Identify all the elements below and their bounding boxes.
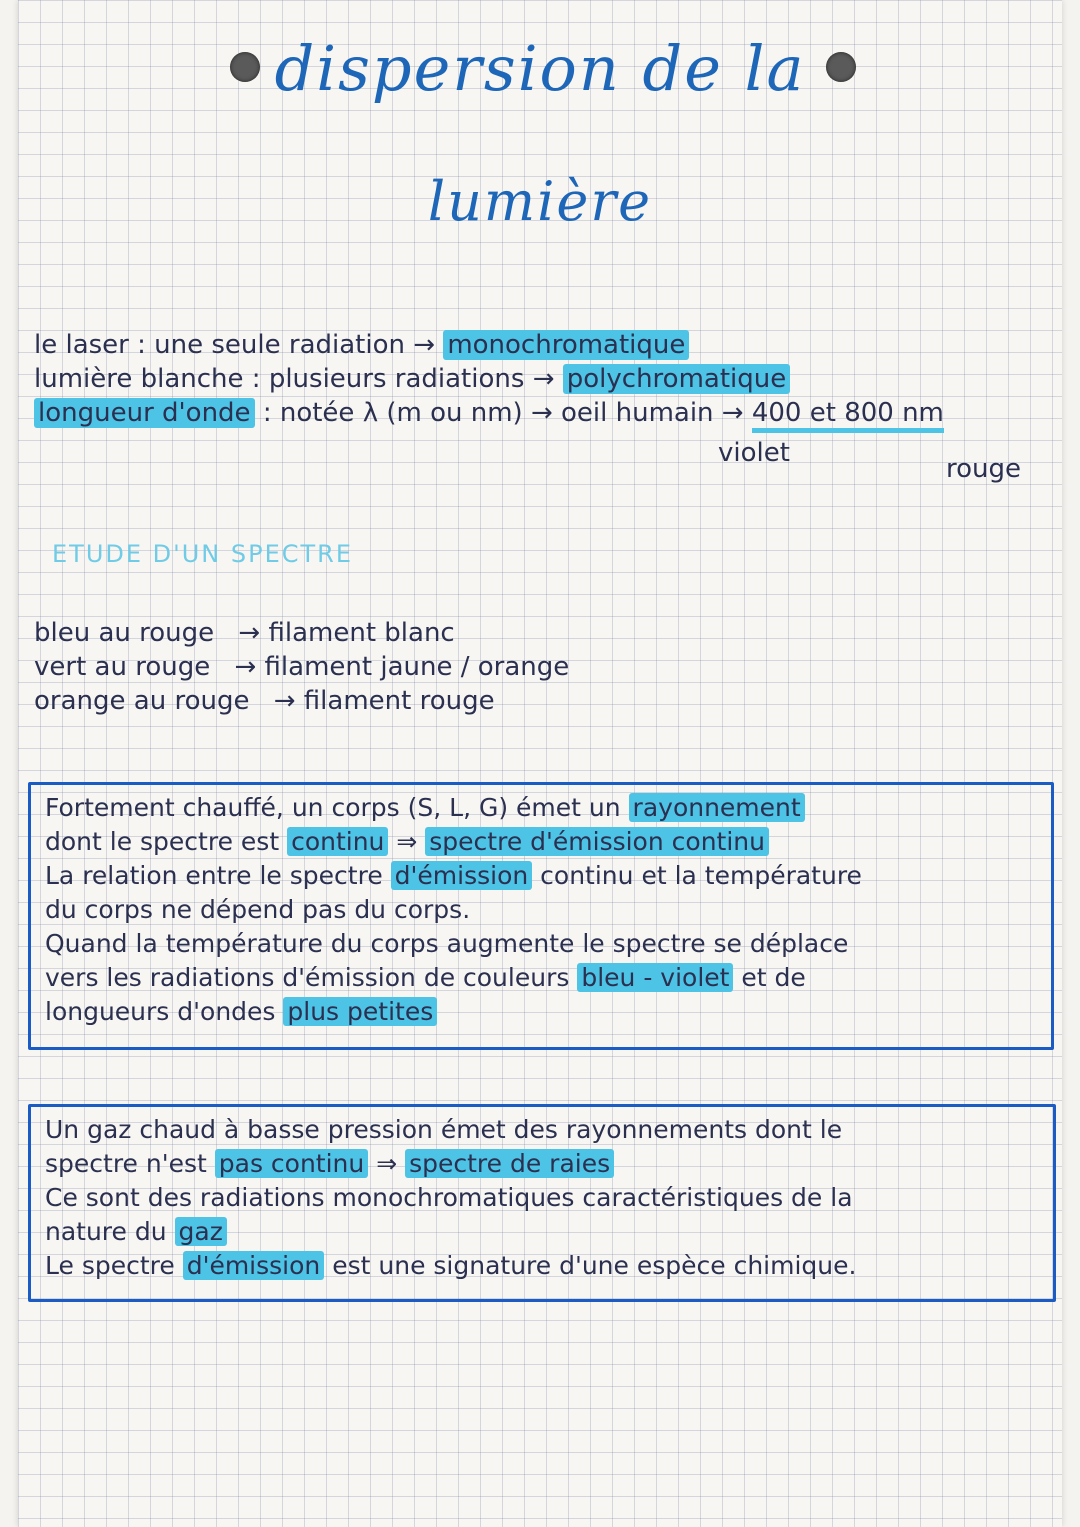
- rayonnement-highlight: rayonnement: [629, 793, 805, 822]
- implies-arrow: ⇒: [396, 827, 418, 856]
- text: Le spectre: [45, 1251, 175, 1280]
- emission-highlight: d'émission: [391, 861, 533, 890]
- box1-line-5: Quand la température du corps augmente le spectre se déplace: [45, 929, 849, 958]
- spectre-de-raies-highlight: spectre de raies: [405, 1149, 614, 1178]
- text: dont le spectre est: [45, 827, 280, 856]
- spectrum-row-1: [34, 618, 455, 648]
- text: est une signature d'une espèce chimique.: [332, 1251, 857, 1280]
- arrow: →: [238, 618, 261, 648]
- box2-line-5: [45, 1251, 856, 1280]
- text: nature du: [45, 1217, 167, 1246]
- intro-line-violet-rouge: [718, 438, 1038, 484]
- box1-line-4: du corps ne dépend pas du corps.: [45, 895, 471, 924]
- row-left: bleu au rouge: [34, 618, 215, 648]
- box2-line-2: [45, 1149, 614, 1178]
- violet-label: violet: [718, 438, 790, 468]
- polychromatique-highlight: polychromatique: [563, 364, 790, 394]
- plus-petites-highlight: plus petites: [283, 997, 437, 1026]
- page-title-line2: lumière: [427, 170, 653, 233]
- row-right: filament rouge: [303, 686, 495, 716]
- arrow: →: [234, 652, 257, 682]
- text: longueurs d'ondes: [45, 997, 276, 1026]
- wavelength-range: 400 et 800 nm: [752, 398, 944, 433]
- notebook-page: [18, 0, 1062, 1527]
- box2-line-4: [45, 1217, 227, 1246]
- box1-line-3: [45, 861, 862, 890]
- page-title-line1: dispersion de la: [274, 32, 806, 105]
- continuous-spectrum-box: [28, 782, 1054, 1050]
- section-title: ETUDE D'UN SPECTRE: [52, 540, 354, 568]
- intro-line-laser: [34, 330, 689, 360]
- gaz-highlight: gaz: [175, 1217, 227, 1246]
- white-light-label: lumière blanche : plusieurs radiations: [34, 364, 525, 394]
- text: spectre n'est: [45, 1149, 207, 1178]
- pas-continu-highlight: pas continu: [215, 1149, 368, 1178]
- box1-line-6: [45, 963, 806, 992]
- rouge-label: rouge: [946, 454, 1022, 484]
- spectrum-row-2: [34, 652, 569, 682]
- emission-continue-highlight: spectre d'émission continu: [425, 827, 769, 856]
- laser-label: le laser : une seule radiation: [34, 330, 405, 360]
- text: La relation entre le spectre: [45, 861, 383, 890]
- monochromatique-highlight: monochromatique: [443, 330, 689, 360]
- intro-line-white-light: [34, 364, 790, 394]
- intro-line-wavelength: [34, 398, 944, 428]
- implies-arrow: ⇒: [376, 1149, 398, 1178]
- row-right: filament blanc: [268, 618, 455, 648]
- continu-highlight: continu: [287, 827, 388, 856]
- box2-line-1: Un gaz chaud à basse pression émet des rayonnements dont le: [45, 1115, 843, 1144]
- arrow: →: [273, 686, 296, 716]
- text: continu et la température: [540, 861, 862, 890]
- bleu-violet-highlight: bleu - violet: [577, 963, 733, 992]
- spectrum-row-3: [34, 686, 495, 716]
- row-right: filament jaune / orange: [264, 652, 570, 682]
- emission-highlight: d'émission: [183, 1251, 325, 1280]
- wavelength-term: longueur d'onde: [34, 398, 255, 428]
- wavelength-text: : notée λ (m ou nm) → oeil humain →: [262, 398, 744, 428]
- box2-line-3: Ce sont des radiations monochromatiques caractéristiques de la: [45, 1183, 853, 1212]
- text: Fortement chauffé, un corps (S, L, G) émet un: [45, 793, 621, 822]
- arrow: →: [413, 330, 436, 360]
- row-left: orange au rouge: [34, 686, 250, 716]
- box1-line-2: [45, 827, 769, 856]
- text: vers les radiations d'émission de couleurs: [45, 963, 570, 992]
- box1-line-7: [45, 997, 437, 1026]
- arrow: →: [532, 364, 555, 394]
- text: et de: [741, 963, 806, 992]
- row-left: vert au rouge: [34, 652, 211, 682]
- box1-line-1: [45, 793, 805, 822]
- line-spectrum-box: [28, 1104, 1056, 1302]
